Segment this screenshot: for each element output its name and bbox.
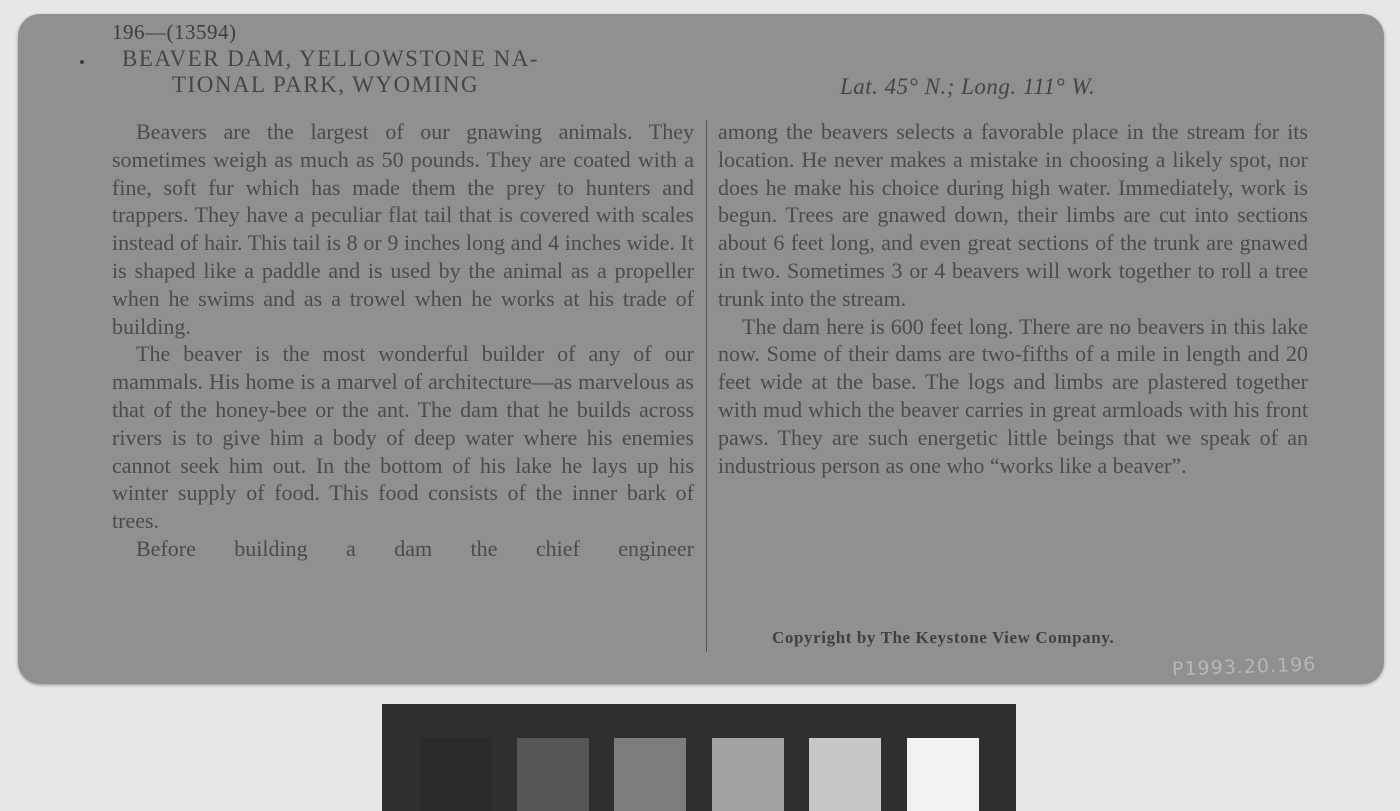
paragraph-4: The dam here is 600 feet long. There are no beavers in this lake now. Some of their dams are two-fifths of a mile in length and 20 feet wide at the base. The logs and limbs are plastered together with mud which the beaver carries in great armloads with his front paws. They are such energetic little beings that we speak of an industrious person as one who “works like a beaver”. [718,313,1308,478]
swatch-mid-gray [614,738,686,811]
left-column [112,118,694,563]
right-column [718,118,1308,479]
column-divider [706,120,707,652]
coordinates: Lat. 45° N.; Long. 111° W. [840,74,1096,99]
title-line-1: BEAVER DAM, YELLOWSTONE NA- [122,46,540,71]
color-calibration-bar [382,704,1016,811]
swatch-dark-gray [517,738,589,811]
paragraph-3-start: Before building a dam the chief engineer [136,535,694,561]
swatch-light-gray [712,738,784,811]
ink-dot [80,60,84,64]
swatch-pale-gray [809,738,881,811]
stereocard-back [18,14,1384,684]
card-title [122,46,702,98]
title-line-2: TIONAL PARK, WYOMING [172,72,480,97]
catalog-number: 196—(13594) [112,20,237,44]
swatch-black [420,738,492,811]
accession-number: P1993.20.196 [1171,653,1317,681]
paragraph-2: The beaver is the most wonderful builder of any of our mammals. His home is a marvel of architecture—as marvelous as that of the honey-bee or the ant. The dam that he builds across rivers is to give him a body of deep water where his enemies cannot seek him out. In the bottom of his lake he lays up his winter supply of food. This food consists of the inner bark of trees. [112,341,694,534]
paragraph-1: Beavers are the largest of our gnawing animals. They sometimes weigh as much as 50 pounds. They are coated with a fine, soft fur which has made them the prey to hunters and trappers. They have a peculiar flat tail that is covered with scales instead of hair. This tail is 8 or 9 inches long and 4 inches wide. It is shaped like a paddle and is used by the animal as a propeller when he swims and as a trowel when he works at his trade of building. [112,119,694,339]
paragraph-3-end: among the beavers selects a favorable place in the stream for its location. He never makes a mistake in choosing a likely spot, nor does he make his choice during high water. Immediately, work is begun. Trees are gnawed down, their limbs are cut into sections about 6 feet long, and even great sections of the trunk are gnawed in two. Sometimes 3 or 4 beavers will work together to roll a tree trunk into the stream. [718,119,1308,311]
swatch-white [907,738,979,811]
copyright-line: Copyright by The Keystone View Company. [772,628,1115,647]
